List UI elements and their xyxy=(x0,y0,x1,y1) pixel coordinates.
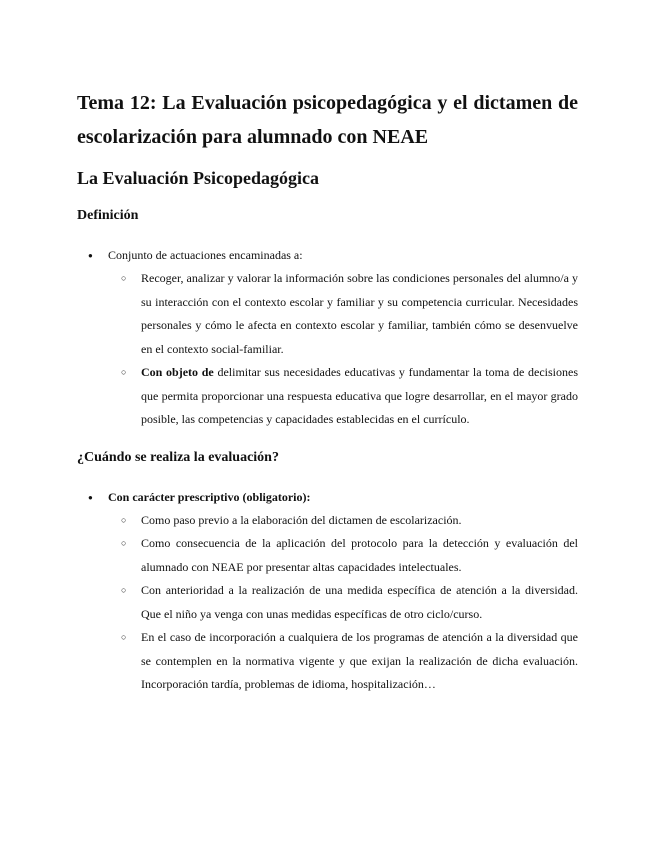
sub-list-item xyxy=(77,361,578,432)
bold-text: Con objeto de xyxy=(141,365,214,379)
sub-list-item: ○ Recoger, analizar y valorar la información sobre las condiciones personales del alumno/a y su interacción con el contexto escolar y familiar y su competencia curricular. Necesidades personales y cómo le afecta en contexto escolar y familiar, también cómo se desenvuelve en el contexto social-familiar. xyxy=(77,267,578,361)
bold-text: Con carácter prescriptivo (obligatorio): xyxy=(108,489,311,504)
section-heading: La Evaluación Psicopedagógica xyxy=(77,168,320,188)
text: delimitar sus necesidades educativas y fundamentar la toma de decisiones que permita proporcionar una respuesta educativa que logre desarrollar, en el mayor grado posible, las competencias y capacidades establecidas en el currículo. xyxy=(141,365,578,426)
list-item: ● Conjunto de actuaciones encaminadas a: xyxy=(77,244,578,267)
subsection-heading-cuando: ¿Cuándo se realiza la evaluación? xyxy=(77,449,279,465)
definition-list xyxy=(77,244,578,432)
when-list xyxy=(77,486,578,697)
document-content xyxy=(77,86,578,697)
subsection-heading-definicion: Definición xyxy=(77,208,139,223)
document-title: Tema 12: La Evaluación psicopedagógica y el dictamen de escolarización para alumnado con NEAE xyxy=(77,92,578,148)
sub-list-item: ○ Con anterioridad a la realización de una medida específica de atención a la diversidad. Que el niño ya venga con unas medidas específicas de otro ciclo/curso. xyxy=(77,579,578,626)
sub-list-item: ○ Como paso previo a la elaboración del dictamen de escolarización. xyxy=(77,509,578,533)
sub-list-item: ○ En el caso de incorporación a cualquiera de los programas de atención a la diversidad que se contemplen en la normativa vigente y que exijan la realización de dicha evaluación. Incorporación tardía, problemas de idioma, hospitalización… xyxy=(77,626,578,697)
sub-list-item: ○ Como consecuencia de la aplicación del protocolo para la detección y evaluación del alumnado con NEAE por presentar altas capacidades intelectuales. xyxy=(77,532,578,579)
list-item xyxy=(77,486,578,509)
